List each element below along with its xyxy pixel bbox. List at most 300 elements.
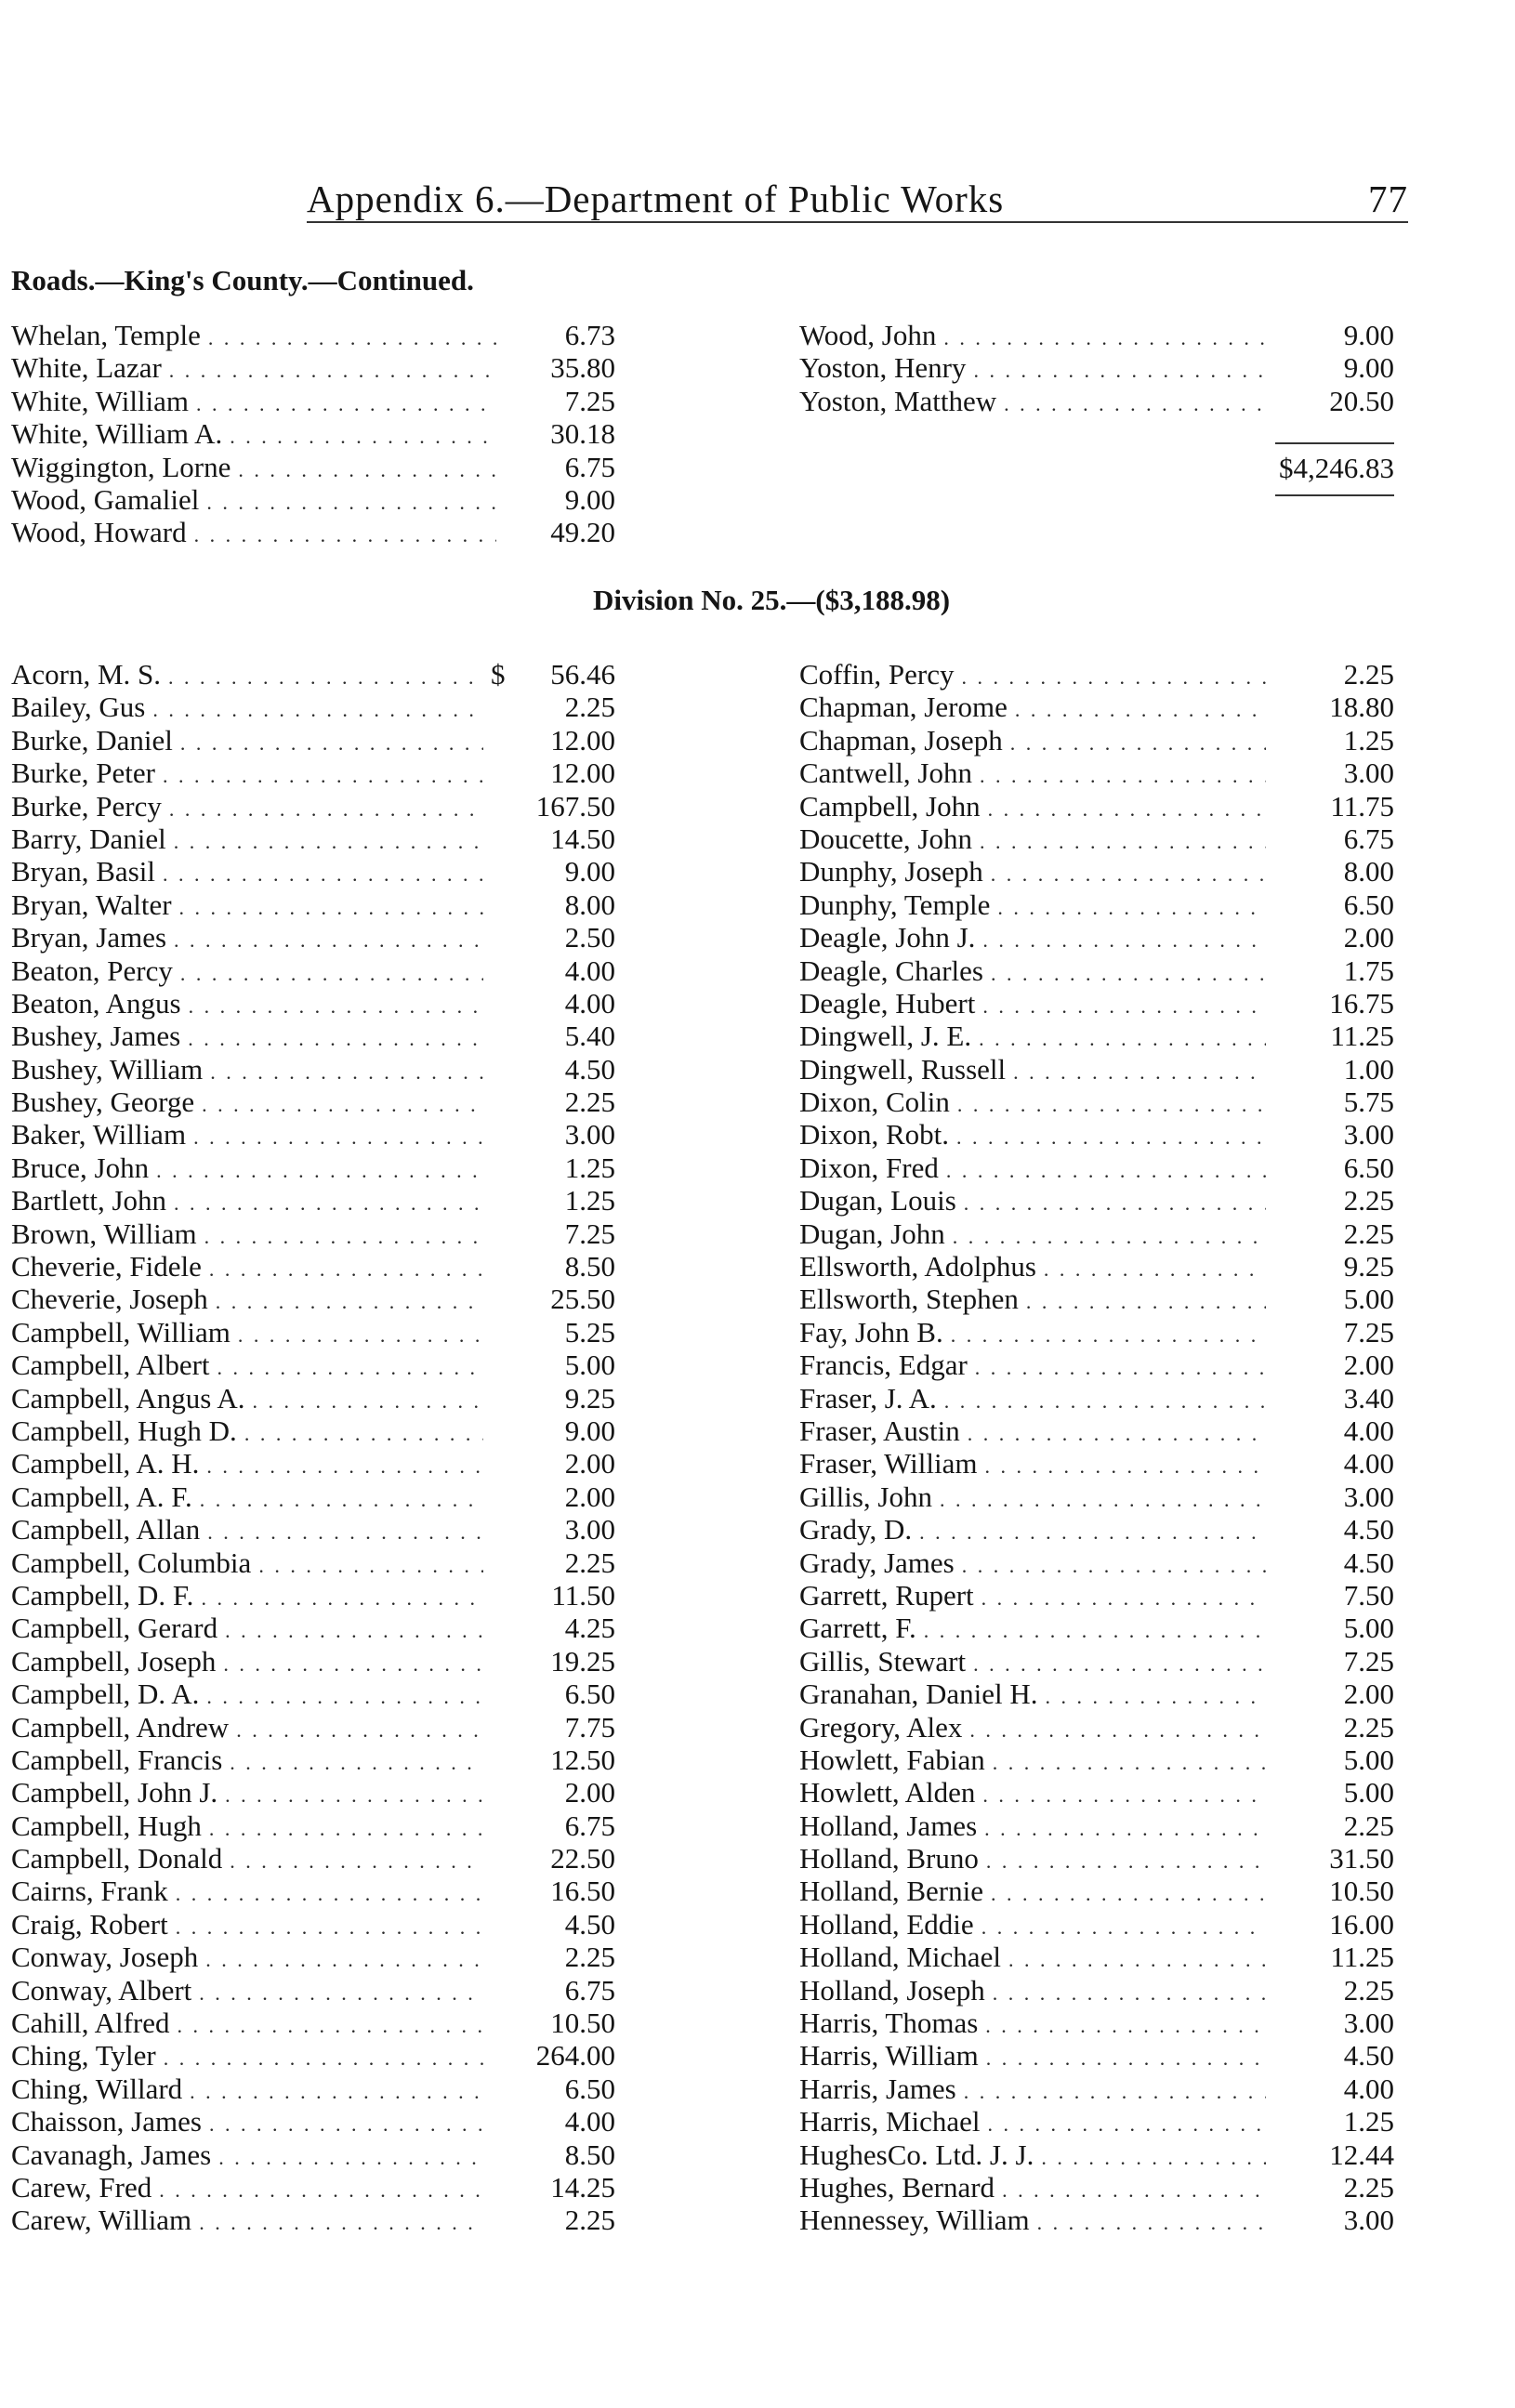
payee-name: Campbell, A. F. [11,1480,192,1513]
dot-leader [206,1685,483,1709]
payee-name: Campbell, Angus A. [11,1381,245,1415]
dot-leader [988,797,1266,822]
list-item [11,2072,615,2105]
dot-leader [236,1718,483,1743]
dot-leader [980,830,1266,854]
payment-amount: 7.25 [564,1217,615,1250]
dot-leader [202,1093,483,1117]
payment-amount: 264.00 [535,2039,615,2072]
list-item [11,987,615,1020]
dot-leader [961,665,1266,690]
payee-name: Burke, Peter [11,757,155,790]
dot-leader [180,731,483,756]
dot-leader [991,1882,1266,1906]
dot-leader [196,392,496,416]
payment-amount: 25.50 [550,1283,615,1316]
payee-name: Beaton, Percy [11,954,173,987]
list-item [799,1612,1394,1644]
payee-name: Coffin, Percy [799,658,955,691]
payment-amount: 9.25 [564,1381,615,1415]
payment-amount: 7.75 [564,1710,615,1743]
list-item [799,1809,1394,1842]
payee-name: Bruce, John [11,1151,150,1184]
list-item [11,822,615,855]
division-list-left [11,658,615,2237]
dot-leader [217,1356,483,1380]
payee-name: Cahill, Alfred [11,2007,170,2040]
payee-name: Cavanagh, James [11,2138,212,2171]
payee-name: Campbell, Albert [11,1349,210,1382]
dot-leader [159,2178,483,2203]
payment-amount: 9.00 [564,482,615,516]
payee-name: Hennessey, William [799,2204,1030,2237]
dot-leader [1013,1060,1266,1085]
dot-leader [230,1849,483,1874]
dot-leader [244,1422,483,1446]
payee-name: Baker, William [11,1118,187,1151]
dot-leader [225,1783,483,1808]
dot-leader [205,1948,483,1972]
payee-name: Campbell, John [799,789,981,822]
payee-name: Francis, Edgar [799,1349,968,1382]
payment-amount: 2.25 [1343,1217,1394,1250]
payee-name: Dunphy, Joseph [799,855,983,888]
payee-name: Wiggington, Lorne [11,450,231,483]
dot-leader [953,1225,1266,1249]
list-item [799,1415,1394,1447]
payment-amount: 1.25 [1343,2105,1394,2138]
list-item [11,1086,615,1118]
dot-leader [193,1125,483,1150]
dot-leader [179,896,483,920]
list-item [11,1974,615,2007]
payment-amount: 11.75 [1330,789,1394,822]
payee-name: Grady, D. [799,1513,913,1546]
list-item [799,2105,1394,2138]
dot-leader [190,2080,483,2104]
payee-name: Doucette, John [799,822,972,855]
dot-leader [991,962,1266,986]
list-item [11,1053,615,1086]
payment-amount: 4.00 [564,986,615,1020]
payee-name: Gregory, Alex [799,1710,963,1743]
payment-amount: 3.40 [1343,1381,1394,1415]
payee-name: Campbell, Columbia [11,1546,252,1579]
payment-amount: 2.25 [1343,1809,1394,1842]
payment-amount: 5.00 [1343,1776,1394,1809]
payee-name: Bushey, William [11,1052,204,1086]
list-item [11,921,615,954]
payment-amount: 20.50 [1329,384,1394,417]
payee-name: Fay, John B. [799,1315,943,1349]
dot-leader [208,326,496,350]
dot-leader [984,1817,1266,1841]
payee-name: Gillis, John [799,1480,932,1513]
payment-amount: 4.50 [1343,2039,1394,2072]
payment-amount: 11.25 [1330,1020,1394,1053]
dot-leader [216,1290,483,1314]
payment-amount: 16.75 [1329,986,1394,1020]
dot-leader [174,928,483,953]
payee-name: Ching, Tyler [11,2039,156,2072]
payment-amount: 2.00 [564,1776,615,1809]
list-item [799,1053,1394,1086]
payment-amount: 3.00 [1343,757,1394,790]
payee-name: Holland, Bernie [799,1875,984,1908]
payee-name: Whelan, Temple [11,319,201,351]
payment-amount: 3.00 [1343,2007,1394,2040]
payment-amount: 8.00 [564,888,615,921]
payment-amount: 2.25 [564,1086,615,1119]
payee-name: Grady, James [799,1546,955,1579]
payee-name: Harris, James [799,2072,956,2105]
dot-leader [986,2046,1266,2071]
list-item [11,658,615,691]
payment-amount: 4.50 [564,1907,615,1941]
list-item [11,385,615,417]
dot-leader [258,1554,483,1578]
payment-amount: 14.50 [550,822,615,855]
payee-name: Wood, John [799,319,937,351]
payee-name: Dingwell, Russell [799,1052,1007,1086]
dot-leader [985,2014,1266,2038]
list-item [799,1776,1394,1809]
payment-amount: 5.40 [564,1020,615,1053]
list-item [799,1447,1394,1480]
list-item [799,921,1394,954]
list-item [11,1678,615,1710]
payee-name: Gillis, Stewart [799,1644,967,1678]
payee-name: Carew, Fred [11,2170,152,2204]
section-title: Roads.—King's County.—Continued. [11,264,474,296]
payee-name: Deagle, John J. [799,921,976,954]
dot-leader [1004,392,1266,416]
list-item [11,724,615,757]
payee-name: Campbell, Hugh D. [11,1414,237,1447]
dot-leader [993,1981,1266,2006]
list-item [11,1151,615,1184]
payment-amount: 16.00 [1329,1907,1394,1941]
payee-name: Holland, Michael [799,1941,1001,1974]
payment-amount: 4.50 [564,1052,615,1086]
list-item [799,1743,1394,1776]
dot-leader [943,326,1266,350]
dot-leader [980,764,1266,788]
payment-amount: 2.00 [1343,1678,1394,1711]
dot-leader [993,1751,1266,1775]
dot-leader [957,1093,1266,1117]
dot-leader [225,1619,483,1643]
payment-amount: 1.25 [564,1184,615,1217]
payee-name: Chapman, Joseph [799,723,1003,757]
payment-amount: 7.25 [1343,1315,1394,1349]
payee-name: Campbell, Andrew [11,1710,230,1743]
dot-leader [1037,2211,1266,2235]
list-item [11,757,615,789]
list-item [11,954,615,987]
list-item [799,1908,1394,1941]
list-item [799,822,1394,855]
payee-name: Bailey, Gus [11,691,146,724]
payment-amount: 5.75 [1343,1086,1394,1119]
payee-name: Yoston, Henry [799,351,967,385]
running-header [307,156,1408,221]
payee-name: Cheverie, Fidele [11,1250,202,1283]
list-item [11,451,615,483]
payee-name: Harris, William [799,2039,979,2072]
payment-amount: 4.00 [564,954,615,987]
dot-leader [210,1060,483,1085]
payment-amount: 9.25 [1343,1250,1394,1283]
payment-amount: 8.50 [564,1250,615,1283]
list-item [11,1184,615,1217]
payment-amount: 9.00 [564,855,615,888]
list-item [799,1151,1394,1184]
payment-amount: 8.50 [564,2138,615,2171]
payee-name: Dunphy, Temple [799,888,991,921]
list-item [11,888,615,921]
payee-name: Hughes, Bernard [799,2170,995,2204]
payment-amount: 56.46 [550,658,615,691]
list-item [11,1612,615,1644]
payment-amount: 5.25 [564,1315,615,1349]
payment-amount: 4.25 [564,1612,615,1645]
dot-leader [177,2014,483,2038]
list-item [799,1184,1394,1217]
list-item [799,1283,1394,1315]
dot-leader [964,1191,1266,1216]
list-item [11,1020,615,1052]
payee-name: Granahan, Daniel H. [799,1678,1038,1711]
payment-amount: 6.75 [564,1809,615,1842]
division-title: Division No. 25.—($3,188.98) [592,584,951,616]
list-item [799,1316,1394,1349]
list-item [11,1908,615,1941]
payee-name: Chapman, Jerome [799,691,1008,724]
dot-leader [991,862,1266,887]
dot-leader [168,665,483,690]
dot-leader [204,1225,483,1249]
list-item [799,1645,1394,1678]
payee-name: Conway, Albert [11,1973,192,2007]
dot-leader [174,830,483,854]
payee-name: Fraser, J. A. [799,1381,937,1415]
list-item [799,385,1394,417]
payment-amount: 12.44 [1329,2138,1394,2171]
list-item [799,351,1394,384]
payee-name: Dixon, Robt. [799,1118,950,1151]
payee-name: Bryan, Walter [11,888,172,921]
payee-name: Dixon, Fred [799,1151,939,1184]
payee-name: Bushey, George [11,1086,195,1119]
dot-leader [997,896,1266,920]
payment-amount: 14.25 [550,2170,615,2204]
list-item [799,757,1394,789]
payee-name: Burke, Percy [11,789,162,822]
payment-amount: 19.25 [550,1644,615,1678]
payment-amount: 2.25 [564,1941,615,1974]
dot-leader [169,797,483,822]
payment-amount: 5.00 [1343,1283,1394,1316]
payee-name: Campbell, Donald [11,1842,223,1875]
list-item [799,1875,1394,1907]
payment-amount: 49.20 [550,516,615,549]
list-item [799,2039,1394,2072]
dot-leader [209,1257,483,1282]
list-item [799,1382,1394,1415]
payee-name: Deagle, Hubert [799,986,976,1020]
list-item [11,2105,615,2138]
payment-amount: 7.25 [1343,1644,1394,1678]
dot-leader [981,1586,1266,1611]
payee-name: Cairns, Frank [11,1875,168,1908]
list-item [11,516,615,548]
dot-leader [209,1817,483,1841]
list-item [11,417,615,450]
payee-name: Beaton, Angus [11,986,181,1020]
payee-name: Carew, William [11,2204,192,2237]
payment-amount: 4.00 [564,2105,615,2138]
dot-leader [946,1159,1266,1183]
payment-amount: 9.00 [1343,351,1394,385]
dot-leader [218,2146,483,2170]
list-item [799,1118,1394,1151]
dot-leader [152,698,483,722]
payee-name: Acorn, M. S. [11,658,162,691]
payee-name: Campbell, Francis [11,1743,223,1776]
list-item [11,1316,615,1349]
list-item [799,1842,1394,1875]
payment-amount: 10.50 [550,2007,615,2040]
division-list-right [799,658,1394,2237]
dot-leader [199,1981,483,2006]
dot-leader [973,359,1266,383]
payee-name: Fraser, Austin [799,1414,960,1447]
dot-leader [924,1619,1266,1643]
payee-name: Conway, Joseph [11,1941,199,1974]
payee-name: Craig, Robert [11,1907,168,1941]
payment-amount: 1.25 [564,1151,615,1184]
payee-name: Burke, Daniel [11,723,173,757]
payment-amount: 12.00 [550,723,615,757]
dot-leader [238,1323,483,1348]
dot-leader [238,458,496,482]
list-item [799,2138,1394,2171]
payee-name: Campbell, Joseph [11,1644,217,1678]
dot-leader [200,1488,483,1512]
payment-amount: 6.73 [564,319,615,351]
list-item [11,855,615,888]
dot-leader [176,1882,483,1906]
payment-amount: 6.50 [564,2072,615,2105]
list-item [11,1250,615,1283]
total-rule-bottom [1275,494,1394,496]
list-item [11,319,615,351]
dot-leader [969,1718,1266,1743]
payment-amount: 6.50 [1343,1151,1394,1184]
section-total: $4,246.83 [1279,452,1394,484]
list-item [11,1513,615,1546]
payee-name: Campbell, D. F. [11,1578,194,1612]
dot-leader [982,928,1266,953]
dot-leader [180,962,483,986]
payment-amount: 1.25 [1343,723,1394,757]
dot-leader [962,1554,1266,1578]
payment-amount: 2.25 [1343,658,1394,691]
payment-amount: 6.50 [1343,888,1394,921]
list-item [11,1711,615,1743]
list-item [11,1776,615,1809]
dot-leader [194,523,496,547]
dot-leader [230,1751,483,1775]
dot-leader [252,1389,483,1414]
payment-amount: 6.75 [1343,822,1394,855]
payment-amount: 30.18 [550,417,615,451]
payment-amount: 4.00 [1343,1414,1394,1447]
list-item [799,2072,1394,2105]
list-item [799,1678,1394,1710]
list-item [11,1579,615,1612]
list-item [11,2171,615,2204]
payee-name: Holland, Joseph [799,1973,985,2007]
dot-leader [163,862,483,887]
payment-amount: 10.50 [1329,1875,1394,1908]
payee-name: Campbell, Allan [11,1513,201,1546]
payee-name: Fraser, William [799,1447,978,1480]
payee-name: Campbell, D. A. [11,1678,200,1711]
section-total-block [1275,442,1394,496]
payee-name: Holland, Eddie [799,1907,974,1941]
payment-amount: 12.50 [550,1743,615,1776]
list-item [799,724,1394,757]
dot-leader [979,1027,1266,1051]
payment-amount: 4.00 [1343,2072,1394,2105]
dot-leader [209,2112,483,2137]
payment-amount: 6.75 [564,1973,615,2007]
dot-leader [982,1783,1266,1808]
dot-leader [188,1027,483,1051]
dot-leader [206,491,496,515]
list-item [799,1711,1394,1743]
payment-amount: 2.00 [1343,921,1394,954]
dot-leader [176,1915,483,1940]
payee-name: Campbell, A. H. [11,1447,200,1480]
payee-name: Wood, Gamaliel [11,482,200,516]
payee-name: Dugan, John [799,1217,945,1250]
dot-leader [174,1191,483,1216]
payee-name: Cheverie, Joseph [11,1283,208,1316]
dot-leader [189,994,483,1019]
dot-leader [206,1454,483,1479]
payee-name: Dugan, Louis [799,1184,956,1217]
list-item [799,1546,1394,1579]
list-item [11,1809,615,1842]
payment-amount: 18.80 [1329,691,1394,724]
payment-amount: 1.00 [1343,1052,1394,1086]
list-item [11,2007,615,2039]
payee-name: Harris, Michael [799,2105,981,2138]
payment-amount: 5.00 [1343,1743,1394,1776]
list-item [11,1645,615,1678]
payment-amount: 2.50 [564,921,615,954]
list-item [11,1480,615,1513]
list-item [799,658,1394,691]
list-item [11,1349,615,1381]
list-item [11,1415,615,1447]
dot-leader [169,359,496,383]
payment-amount: 2.00 [564,1447,615,1480]
payment-amount: 9.00 [564,1414,615,1447]
